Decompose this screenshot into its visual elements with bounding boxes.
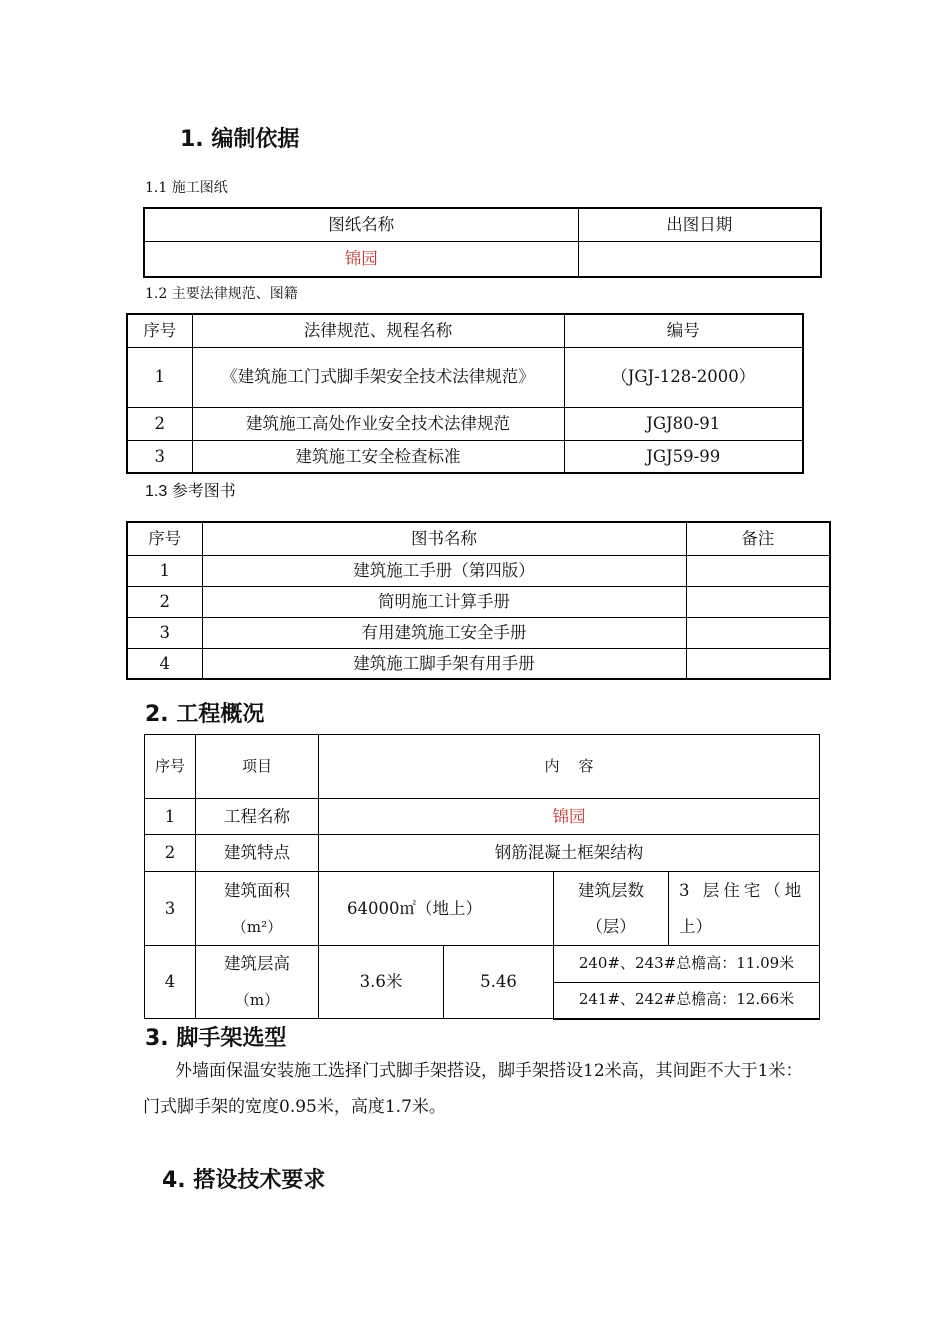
- eave-height-2: 241#、242#总檐高：12.66米: [554, 982, 820, 1019]
- table-row: [127, 407, 803, 440]
- drawing-name-cell: 锦园: [144, 241, 578, 277]
- remarks: [686, 555, 830, 586]
- header-drawing-name: 图纸名称: [144, 208, 578, 241]
- section-3-paragraph: 外墙面保温安装施工选择门式脚手架搭设，脚手架搭设12米高，其间距不大于1米：门式脚手架的宽度0.95米，高度1.7米。: [143, 1061, 803, 1117]
- regulation-name: 建筑施工安全检查标准: [192, 440, 564, 473]
- subsection-1-2-title: 1.2 主要法律规范、图籍: [145, 286, 298, 302]
- header-no: 序号: [127, 522, 202, 555]
- header-book-name: 图书名称: [202, 522, 686, 555]
- table-row: [127, 648, 830, 679]
- table-row: [127, 347, 803, 407]
- floor-height-value-1: 3.6米: [319, 946, 444, 1019]
- table-row: [145, 872, 820, 946]
- row-no: 1: [127, 347, 192, 407]
- references-table: [126, 521, 831, 680]
- floors-label: [554, 872, 669, 946]
- table-header-row: [127, 314, 803, 347]
- regulation-name: 建筑施工高处作业安全技术法律规范: [192, 407, 564, 440]
- item-floor-height-line2: （m）: [234, 991, 280, 1009]
- remarks: [686, 648, 830, 679]
- row-no: 2: [145, 835, 196, 872]
- book-name: 建筑施工手册（第四版）: [202, 555, 686, 586]
- book-name: 建筑施工脚手架有用手册: [202, 648, 686, 679]
- header-no: 序号: [145, 735, 196, 799]
- item-building-area: [196, 872, 319, 946]
- regulations-table: [126, 313, 804, 474]
- table-row: [127, 586, 830, 617]
- item-floor-height-line1: 建筑层高: [224, 954, 290, 973]
- table-header-row: [144, 208, 821, 241]
- floors-label-line2: （层）: [586, 916, 636, 936]
- subsection-1-1-title: 1.1 施工图纸: [145, 180, 228, 196]
- floor-height-value-2: 5.46: [444, 946, 554, 1019]
- header-code: 编号: [564, 314, 803, 347]
- row-no: 4: [145, 946, 196, 1019]
- table-row: [127, 440, 803, 473]
- table-header-row: [145, 735, 820, 799]
- regulation-code: JGJ80-91: [564, 407, 803, 440]
- section-1-title: 1. 编制依据: [180, 127, 300, 152]
- item-floor-height: [196, 946, 319, 1019]
- regulation-code: （JGJ-128-2000）: [564, 347, 803, 407]
- row-no: 2: [127, 586, 202, 617]
- drawings-table: [143, 207, 822, 278]
- row-no: 4: [127, 648, 202, 679]
- building-feature-value: 钢筋混凝土框架结构: [319, 835, 820, 872]
- table-row: [127, 617, 830, 648]
- issue-date-cell: [578, 241, 821, 277]
- remarks: [686, 617, 830, 648]
- header-no: 序号: [127, 314, 192, 347]
- building-area-value: 64000㎡（地上）: [319, 872, 554, 946]
- item-building-area-line2: （m²）: [231, 917, 283, 936]
- floors-value-line1: 3 层住宅（地: [679, 880, 806, 900]
- table-row: [127, 555, 830, 586]
- table-row: [145, 799, 820, 835]
- header-remarks: 备注: [686, 522, 830, 555]
- regulation-name: 《建筑施工门式脚手架安全技术法律规范》: [192, 347, 564, 407]
- book-name: 有用建筑施工安全手册: [202, 617, 686, 648]
- remarks: [686, 586, 830, 617]
- header-content: 内 容: [319, 735, 820, 799]
- header-regulation-name: 法律规范、规程名称: [192, 314, 564, 347]
- item-project-name: 工程名称: [196, 799, 319, 835]
- book-name: 简明施工计算手册: [202, 586, 686, 617]
- row-no: 1: [127, 555, 202, 586]
- subsection-1-3-title: 1.3 参考图书: [145, 483, 236, 500]
- row-no: 1: [145, 799, 196, 835]
- row-no: 3: [127, 440, 192, 473]
- floors-label-line1: 建筑层数: [578, 880, 644, 900]
- floors-value: [669, 872, 820, 946]
- row-no: 3: [145, 872, 196, 946]
- regulation-code: JGJ59-99: [564, 440, 803, 473]
- row-no: 2: [127, 407, 192, 440]
- section-4-title: 4. 搭设技术要求: [162, 1168, 326, 1193]
- header-issue-date: 出图日期: [578, 208, 821, 241]
- table-header-row: [127, 522, 830, 555]
- section-3-title: 3. 脚手架选型: [145, 1026, 287, 1051]
- item-building-feature: 建筑特点: [196, 835, 319, 872]
- table-row: [145, 946, 820, 983]
- table-row: [145, 835, 820, 872]
- section-2-title: 2. 工程概况: [145, 702, 265, 727]
- row-no: 3: [127, 617, 202, 648]
- table-row: [144, 241, 821, 277]
- project-overview-table: [144, 734, 820, 1020]
- project-name-value: 锦园: [319, 799, 820, 835]
- header-item: 项目: [196, 735, 319, 799]
- item-building-area-line1: 建筑面积: [224, 880, 290, 900]
- eave-height-1: 240#、243#总檐高：11.09米: [554, 946, 820, 983]
- floors-value-line2: 上）: [679, 916, 712, 936]
